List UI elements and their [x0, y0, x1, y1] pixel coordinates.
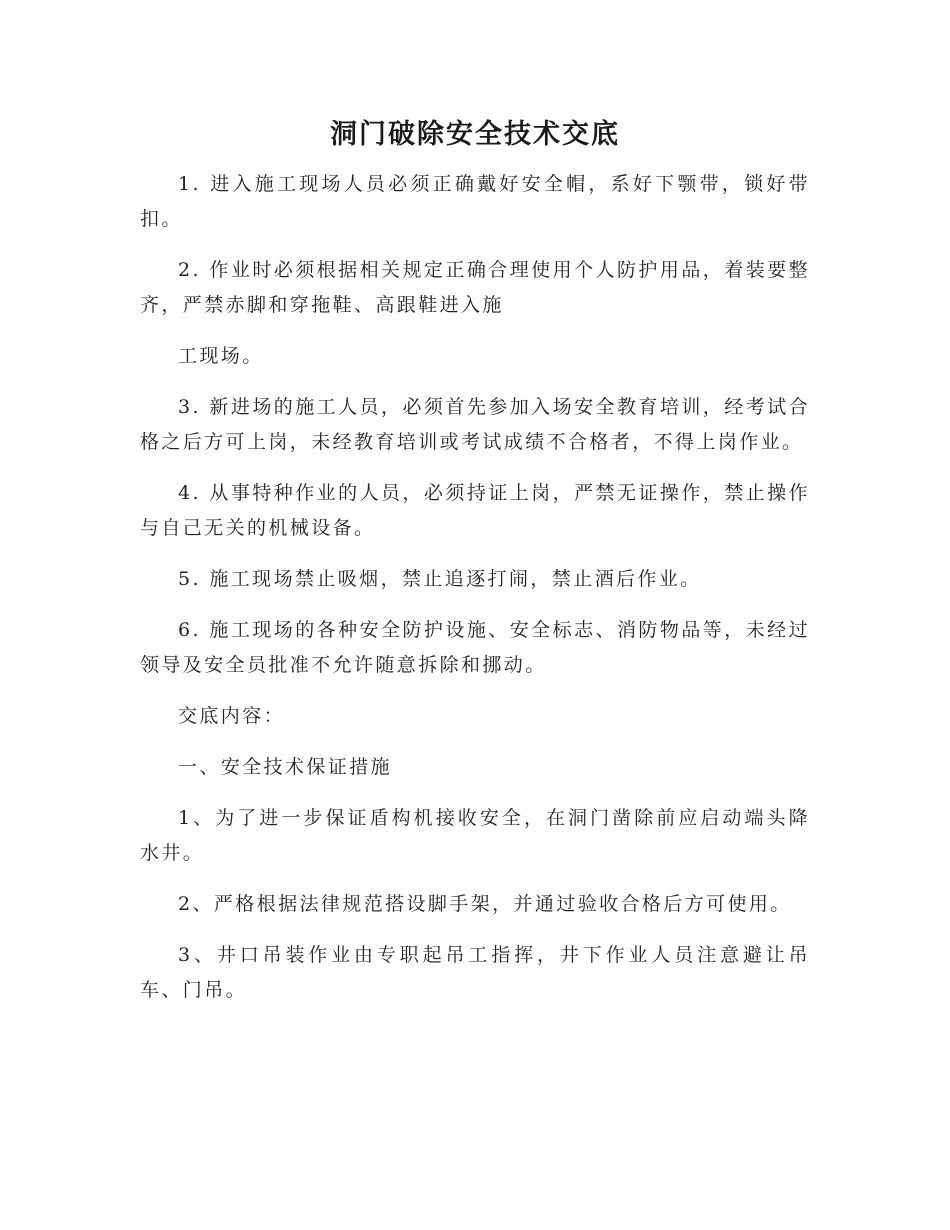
- paragraph-hoisting: 3、井口吊装作业由专职起吊工指挥，井下作业人员注意避让吊车、门吊。: [140, 944, 810, 1001]
- paragraph-scaffolding: 2、严格根据法律规范搭设脚手架，并通过验收合格后方可使用。: [178, 893, 792, 915]
- paragraph-no-smoking: 5. 施工现场禁止吸烟，禁止追逐打闹，禁止酒后作业。: [178, 568, 702, 590]
- paragraph-special-operations: 4. 从事特种作业的人员，必须持证上岗，严禁无证操作，禁止操作与自己无关的机械设备。: [140, 482, 810, 539]
- section-heading-safety-measures: 一、安全技术保证措施: [178, 756, 393, 778]
- paragraph-dewatering-well: 1、为了进一步保证盾构机接收安全，在洞门凿除前应启动端头降水井。: [140, 807, 810, 864]
- paragraph-protective-gear-continued: 工现场。: [178, 345, 264, 367]
- paragraph-protective-gear: 2. 作业时必须根据相关规定正确合理使用个人防护用品，着装要整齐，严禁赤脚和穿拖鞋、高跟鞋进入施: [140, 259, 810, 316]
- document-body: [140, 167, 810, 1024]
- paragraph-training: 3. 新进场的施工人员，必须首先参加入场安全教育培训，经考试合格之后方可上岗，未经教育培训或考试成绩不合格者，不得上岗作业。: [140, 396, 810, 453]
- paragraph-safety-facilities: 6. 施工现场的各种安全防护设施、安全标志、消防物品等，未经过领导及安全员批准不允许随意拆除和挪动。: [140, 619, 810, 676]
- paragraph-briefing-content-label: 交底内容：: [178, 705, 286, 727]
- paragraph-safety-helmet: 1. 进入施工现场人员必须正确戴好安全帽，系好下颚带，锁好带扣。: [140, 173, 810, 230]
- document-title: 洞门破除安全技术交底: [330, 119, 620, 150]
